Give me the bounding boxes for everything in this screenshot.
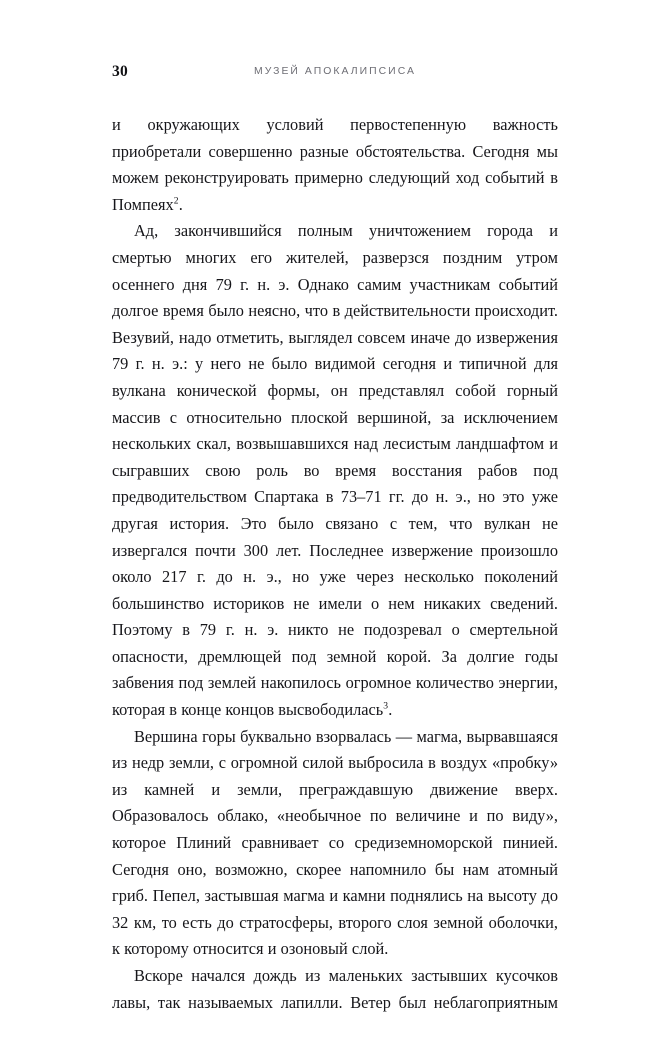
page-number: 30 — [112, 63, 128, 80]
page-header — [112, 62, 558, 82]
paragraph-text: и окружающих условий первостепенную важность приобретали совершенно разные обстоятельства. Сегодня мы можем реконструировать примерно следующий ход событий в Помпеях — [112, 115, 558, 214]
paragraph-tail: . — [388, 700, 393, 720]
footnote-marker[interactable]: 3 — [383, 700, 389, 712]
paragraph — [112, 963, 558, 1043]
paragraph-text: Вершина горы буквально взорвалась — магма, вырвавшаяся из недр земли, с огромной силой выбросила в воздух «пробку» из камней и земли, преграждавшую движение вверх. Образовалось облако, «необычное по величине и по виду», которое Плиний сравнивает со средиземноморской пинией. Сегодня оно, возможно, скорее напомнило бы нам атомный гриб. Пепел, застывшая магма и камни поднялись на высоту до 32 км, то есть до стратосферы, второго слоя земной оболочки, к которому относится и озоновый слой. — [112, 726, 558, 959]
paragraph — [112, 218, 558, 723]
paragraph — [112, 724, 558, 963]
running-head: МУЗЕЙ АПОКАЛИПСИСА — [254, 66, 416, 77]
paragraph-text: Ад, закончившийся полным уничтожением города и смертью многих его жителей, разверзся поздним утром осеннего дня 79 г. н. э. Однако самим участникам событий долгое время было неясно, что в действительности происходит. Везувий, надо отметить, выглядел совсем иначе до извержения 79 г. н. э.: у него не было видимой сегодня и типичной для вулкана конической формы, он представлял собой горный массив с относительно плоской вершиной, за исключением нескольких скал, возвышавшихся над лесистым ландшафтом и сыгравших свою роль во время восстания рабов под предводительством Спартака в 73–71 гг. до н. э., но это уже другая история. Это было связано с тем, что вулкан не извергался почти 300 лет. Последнее извержение произошло около 217 г. до н. э., но уже через несколько поколений большинство историков не имели о нем никаких сведений. Поэтому в 79 г. н. э. никто не подозревал о смертельной опасности, дремлющей под земной корой. За долгие годы забвения под землей накопилось огромное количество энергии, которая в конце концов высвободилась — [112, 221, 558, 720]
paragraph-text: Вскоре начался дождь из маленьких застывших кусочков лавы, так называемых лапилли. Ветер был неблагоприятным — [112, 966, 558, 1012]
paragraph — [112, 112, 558, 218]
paragraph-tail: . — [178, 194, 183, 214]
body-text-column — [112, 112, 558, 1043]
footnote-marker[interactable]: 2 — [173, 195, 179, 207]
